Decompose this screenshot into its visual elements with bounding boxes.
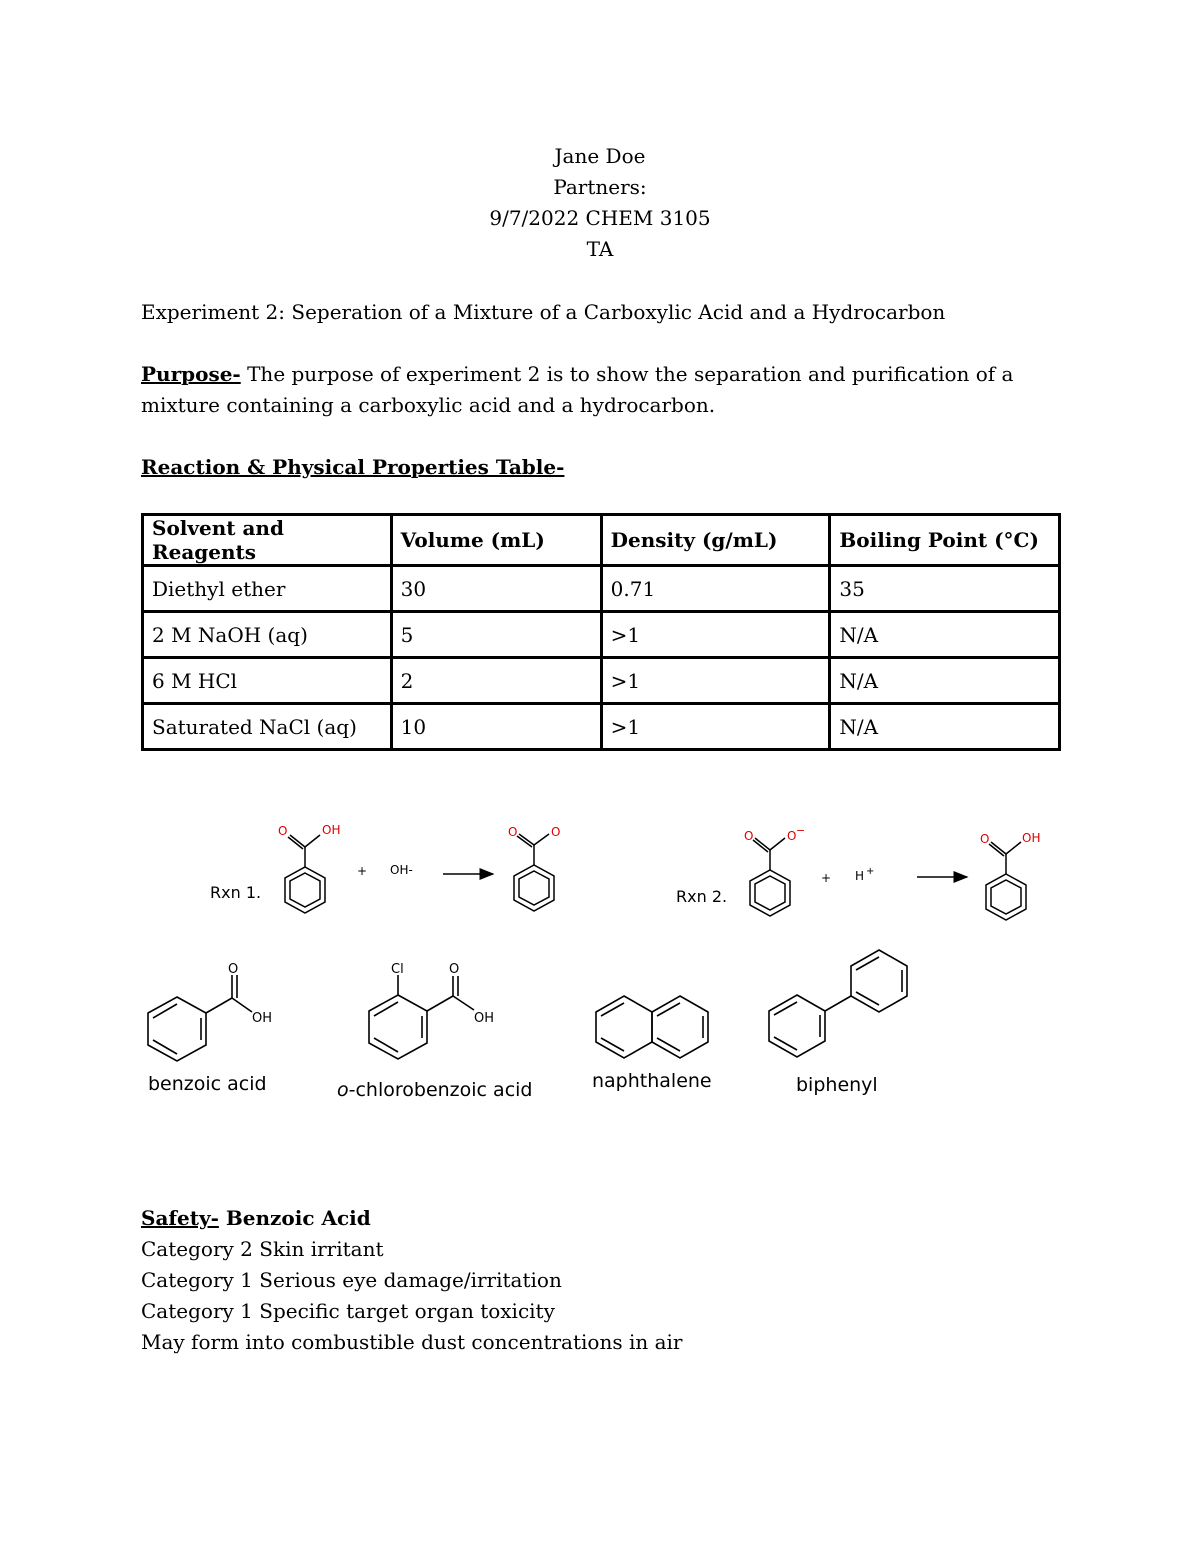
chlorobenzoic-acid-structure bbox=[369, 975, 474, 1059]
table-cell: N/A bbox=[830, 612, 1060, 658]
rxn2-product-oxygen: O bbox=[980, 832, 990, 846]
rxn2-reactant-oxygen: O bbox=[744, 829, 754, 843]
carboxylate-charge: − bbox=[796, 824, 806, 837]
table-row bbox=[143, 566, 1060, 612]
reactant-hydroxyl: OH bbox=[322, 823, 341, 837]
partners-line: Partners: bbox=[553, 175, 647, 199]
benzoate-reactant-structure bbox=[750, 838, 790, 916]
safety-label: Safety- bbox=[141, 1206, 219, 1230]
header-cell: Volume (mL) bbox=[391, 515, 601, 566]
rxn2-plus: + bbox=[821, 871, 832, 885]
chemistry-figure bbox=[0, 800, 1200, 1120]
table-row bbox=[143, 612, 1060, 658]
table-cell: 10 bbox=[391, 704, 601, 750]
table-cell: Saturated NaCl (aq) bbox=[143, 704, 392, 750]
benzoic-acid-reactant-structure bbox=[285, 835, 325, 913]
safety-item: Category 1 Serious eye damage/irritation bbox=[141, 1268, 562, 1292]
table-cell: Diethyl ether bbox=[143, 566, 392, 612]
table-cell: >1 bbox=[601, 658, 830, 704]
product-oxygen-2: O bbox=[551, 825, 561, 839]
ortho-prefix: o bbox=[337, 1079, 349, 1101]
chlorine-label: Cl bbox=[391, 962, 404, 977]
reactant-oxygen: O bbox=[278, 824, 288, 838]
proton-charge: + bbox=[866, 866, 875, 877]
benzoic-acid-oxygen: O bbox=[228, 962, 239, 977]
table-cell: 35 bbox=[830, 566, 1060, 612]
experiment-title: Experiment 2: Seperation of a Mixture of a Carboxylic Acid and a Hydrocarbon bbox=[141, 300, 946, 324]
benzoic-acid-hydroxyl: OH bbox=[252, 1011, 273, 1026]
benzoic-acid-product-structure bbox=[986, 842, 1026, 920]
header-cell: Solvent and Reagents bbox=[143, 515, 392, 566]
proton-label: H bbox=[855, 869, 865, 883]
rxn1-label: Rxn 1. bbox=[210, 883, 262, 902]
table-cell: >1 bbox=[601, 612, 830, 658]
table-row bbox=[143, 704, 1060, 750]
table-cell: >1 bbox=[601, 704, 830, 750]
hydroxide-label: OH- bbox=[390, 863, 413, 877]
chlorobenzoic-rest: -chlorobenzoic acid bbox=[348, 1079, 533, 1101]
table-cell: 0.71 bbox=[601, 566, 830, 612]
benzoate-product-structure bbox=[514, 834, 554, 911]
naphthalene-structure bbox=[596, 996, 708, 1058]
table-cell: N/A bbox=[830, 658, 1060, 704]
table-cell: 5 bbox=[391, 612, 601, 658]
benzoic-acid-structure bbox=[148, 975, 252, 1061]
safety-item: Category 1 Specific target organ toxicity bbox=[141, 1299, 555, 1323]
date-course-line: 9/7/2022 CHEM 3105 bbox=[489, 206, 711, 230]
product-oxygen: O bbox=[508, 825, 518, 839]
safety-compound: Benzoic Acid bbox=[218, 1206, 371, 1230]
header-cell: Density (g/mL) bbox=[601, 515, 830, 566]
header-cell: Boiling Point (°C) bbox=[830, 515, 1060, 566]
table-cell: 2 M NaOH (aq) bbox=[143, 612, 392, 658]
table-header-row bbox=[143, 515, 1060, 566]
purpose-text: The purpose of experiment 2 is to show the separation and purification of a mixture containing a carboxylic acid and a hydrocarbon. bbox=[141, 362, 1014, 417]
naphthalene-label: naphthalene bbox=[592, 1070, 712, 1092]
chlorobenzoic-oxygen: O bbox=[449, 962, 460, 977]
table-cell: 2 bbox=[391, 658, 601, 704]
chlorobenzoic-hydroxyl: OH bbox=[474, 1011, 495, 1026]
rxn2-label: Rxn 2. bbox=[676, 887, 728, 906]
benzoic-acid-label: benzoic acid bbox=[148, 1073, 267, 1095]
safety-heading bbox=[141, 1203, 371, 1234]
table-row bbox=[143, 658, 1060, 704]
ta-line: TA bbox=[586, 237, 614, 261]
biphenyl-structure bbox=[769, 950, 907, 1057]
purpose-label: Purpose- bbox=[141, 362, 241, 386]
table-cell: N/A bbox=[830, 704, 1060, 750]
safety-item: Category 2 Skin irritant bbox=[141, 1237, 384, 1261]
biphenyl-label: biphenyl bbox=[796, 1074, 878, 1096]
rxn1-plus: + bbox=[357, 864, 368, 878]
rxn2-reactant-oxygen-2: O bbox=[787, 829, 797, 843]
safety-item: May form into combustible dust concentrations in air bbox=[141, 1330, 683, 1354]
chlorobenzoic-acid-label bbox=[337, 1079, 532, 1101]
author-name: Jane Doe bbox=[554, 144, 646, 168]
purpose-paragraph bbox=[141, 359, 1061, 421]
rxn2-product-hydroxyl: OH bbox=[1022, 831, 1041, 845]
table-cell: 30 bbox=[391, 566, 601, 612]
table-cell: 6 M HCl bbox=[143, 658, 392, 704]
properties-table bbox=[141, 513, 1061, 751]
table-heading: Reaction & Physical Properties Table- bbox=[141, 455, 565, 479]
